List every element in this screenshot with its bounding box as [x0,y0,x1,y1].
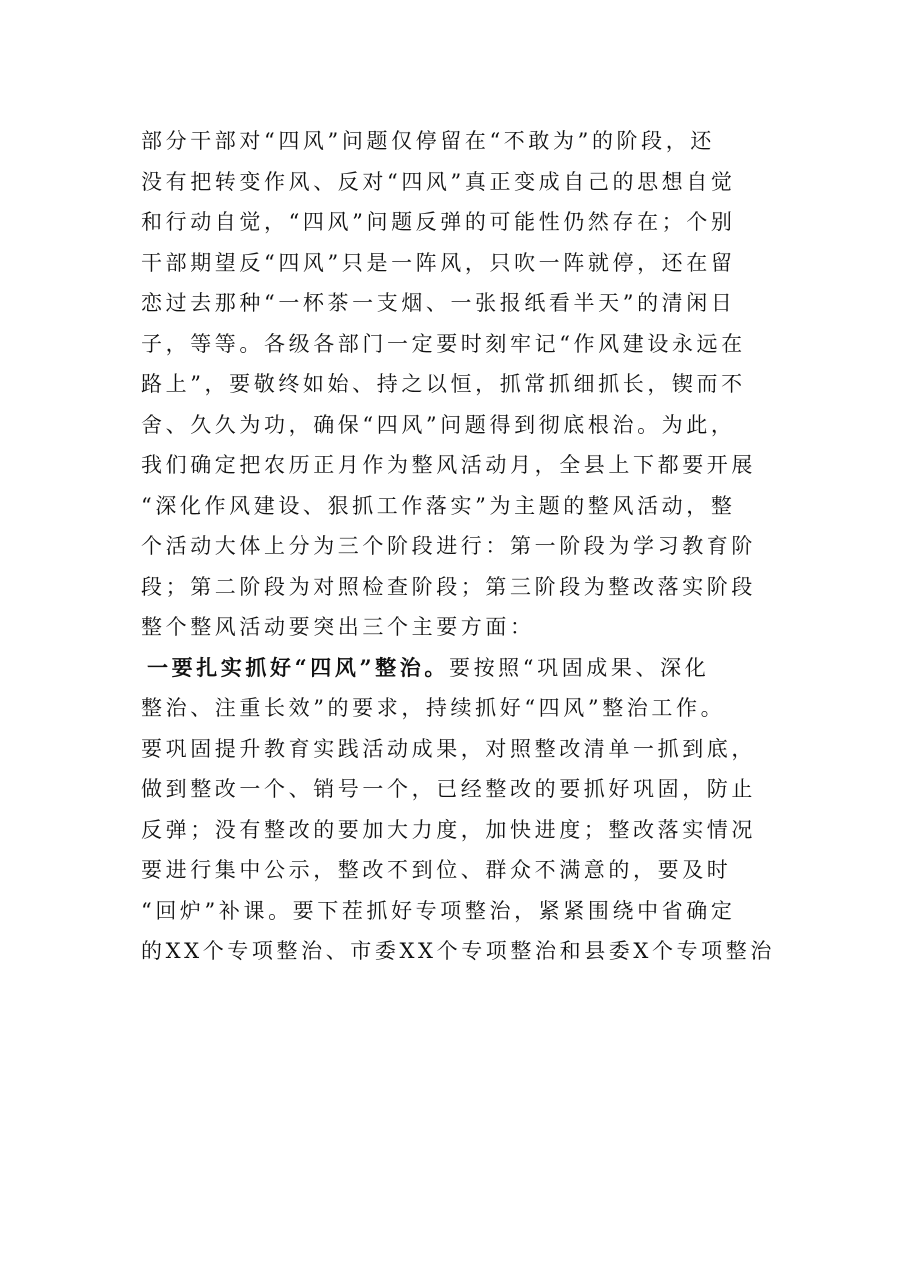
text-line: 恋过去那种“一杯茶一支烟、一张报纸看半天”的清闲日 [141,291,736,315]
section-heading: 一要扎实抓好“四风”整治。 [147,654,449,680]
text-line: 我们确定把农历正月作为整风活动月，全县上下都要开展 [141,453,756,477]
text-line: 干部期望反“四风”只是一阵风，只吹一阵就停，还在留 [141,250,736,275]
text-line: 部分干部对“四风”问题仅停留在“不敢为”的阶段，还 [141,129,715,153]
text-line: 和行动自觉，“四风”问题反弹的可能性仍然存在；个别 [141,210,736,234]
section-heading-line [141,648,781,689]
text-line: 个活动大体上分为三个阶段进行：第一阶段为学习教育阶 [141,534,756,558]
text-line: 段；第二阶段为对照检查阶段；第三阶段为整改落实阶段 [141,574,756,599]
body-text [141,121,781,972]
text-line: “回炉”补课。要下茬抓好专项整治，紧紧围绕中省确定 [141,898,736,923]
text-line: 没有把转变作风、反对“四风”真正变成自己的思想自觉 [141,169,736,194]
text-line: 舍、久久为功，确保“四风”问题得到彻底根治。为此， [141,412,736,437]
text-line: 做到整改一个、销号一个，已经整改的要抓好巩固，防止 [141,777,756,801]
section-heading-continuation: 要按照“巩固成果、深化 [448,655,710,680]
text-line: 整治、注重长效”的要求，持续抓好“四风”整治工作。 [141,696,726,720]
text-line: 子，等等。各级各部门一定要时刻牢记“作风建设永远在 [141,331,746,356]
text-line: 路上”，要敬终如始、持之以恒，抓常抓细抓长，锲而不 [141,372,746,396]
text-line: “深化作风建设、狠抓工作落实”为主题的整风活动，整 [141,493,736,518]
text-line: 要进行集中公示，整改不到位、群众不满意的，要及时 [141,858,732,882]
text-line: 的XX个专项整治、市委XX个专项整治和县委X个专项整治 [141,939,775,963]
text-line: 反弹；没有整改的要加大力度，加快进度；整改落实情况 [141,817,756,842]
text-line: 整个整风活动要突出三个主要方面： [141,615,535,639]
text-line: 要巩固提升教育实践活动成果，对照整改清单一抓到底， [141,736,756,761]
